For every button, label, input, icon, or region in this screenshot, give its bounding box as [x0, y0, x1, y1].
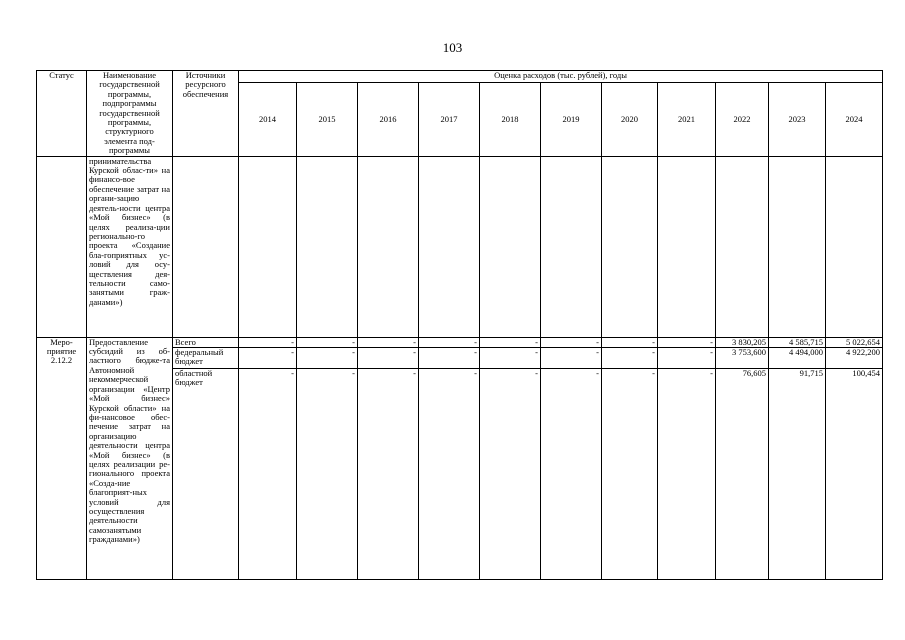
- empty-cell: [358, 156, 419, 337]
- empty-cell: [769, 156, 826, 337]
- header-estimate: Оценка расходов (тыс. рублей), годы: [239, 71, 883, 83]
- value-regional-2021: -: [658, 369, 716, 580]
- empty-cell: [716, 156, 769, 337]
- source-total: Всего: [173, 337, 239, 347]
- value-regional-2015: -: [297, 369, 358, 580]
- value-total-2020: -: [602, 337, 658, 347]
- value-federal-2023: 4 494,000: [769, 348, 826, 369]
- value-regional-2014: -: [239, 369, 297, 580]
- value-regional-2023: 91,715: [769, 369, 826, 580]
- empty-cell: [480, 156, 541, 337]
- continuation-status: [37, 156, 87, 337]
- header-year-2019: 2019: [541, 83, 602, 157]
- value-regional-2018: -: [480, 369, 541, 580]
- header-year-2022: 2022: [716, 83, 769, 157]
- value-regional-2022: 76,605: [716, 369, 769, 580]
- header-year-2016: 2016: [358, 83, 419, 157]
- source-regional: областной бюджет: [173, 369, 239, 580]
- header-year-2015: 2015: [297, 83, 358, 157]
- value-regional-2016: -: [358, 369, 419, 580]
- header-year-2014: 2014: [239, 83, 297, 157]
- row-total: [37, 337, 883, 347]
- value-federal-2021: -: [658, 348, 716, 369]
- value-federal-2014: -: [239, 348, 297, 369]
- empty-cell: [602, 156, 658, 337]
- value-regional-2017: -: [419, 369, 480, 580]
- header-year-2021: 2021: [658, 83, 716, 157]
- value-total-2021: -: [658, 337, 716, 347]
- value-total-2018: -: [480, 337, 541, 347]
- value-total-2023: 4 585,715: [769, 337, 826, 347]
- page-number: 103: [442, 40, 463, 55]
- value-federal-2022: 3 753,600: [716, 348, 769, 369]
- continuation-name: принимательства Курской облас-ти» на финансо-вое обеспечение затрат на органи-зацию деятель-ности центра «Мой бизнес» (в целях реализа-ции регионально-го проекта «Создание бла-гоприятных ус-ловий для осу-ществления дея-тельности само-занятыми граж-данами»): [87, 156, 173, 337]
- value-federal-2017: -: [419, 348, 480, 369]
- measure-name: Предоставление субсидий из об-ластного бюдже-та Автономной некоммерческой организации «Центр «Мой бизнес» Курской области» на фи-нансовое обес-печение затрат на организацию деятельности центра «Мой бизнес» (в целях реализации ре-гионального проекта «Созда-ние благоприят-ных условий для осуществления деятельности самозанятыми гражданами»): [87, 337, 173, 579]
- empty-cell: [239, 156, 297, 337]
- value-total-2016: -: [358, 337, 419, 347]
- header-name: Наименование государственной программы, подпрограммы государственной программы, структурного элемента под-программы: [87, 71, 173, 157]
- value-regional-2020: -: [602, 369, 658, 580]
- empty-cell: [658, 156, 716, 337]
- header-row: [37, 71, 883, 83]
- header-source: Источники ресурсного обеспечения: [173, 71, 239, 157]
- value-total-2022: 3 830,205: [716, 337, 769, 347]
- value-total-2024: 5 022,654: [826, 337, 883, 347]
- header-year-2024: 2024: [826, 83, 883, 157]
- value-total-2015: -: [297, 337, 358, 347]
- empty-cell: [541, 156, 602, 337]
- value-total-2017: -: [419, 337, 480, 347]
- empty-cell: [826, 156, 883, 337]
- value-federal-2016: -: [358, 348, 419, 369]
- value-regional-2024: 100,454: [826, 369, 883, 580]
- value-federal-2019: -: [541, 348, 602, 369]
- value-regional-2019: -: [541, 369, 602, 580]
- header-year-2023: 2023: [769, 83, 826, 157]
- header-status: Статус: [37, 71, 87, 157]
- continuation-row: [37, 156, 883, 337]
- source-federal: федеральный бюджет: [173, 348, 239, 369]
- value-federal-2024: 4 922,200: [826, 348, 883, 369]
- value-total-2014: -: [239, 337, 297, 347]
- measure-status: Меро-приятие 2.12.2: [37, 337, 87, 579]
- empty-cell: [419, 156, 480, 337]
- value-federal-2020: -: [602, 348, 658, 369]
- continuation-source: [173, 156, 239, 337]
- budget-table: [36, 70, 883, 580]
- value-total-2019: -: [541, 337, 602, 347]
- value-federal-2018: -: [480, 348, 541, 369]
- header-year-2020: 2020: [602, 83, 658, 157]
- header-year-2017: 2017: [419, 83, 480, 157]
- value-federal-2015: -: [297, 348, 358, 369]
- empty-cell: [297, 156, 358, 337]
- header-year-2018: 2018: [480, 83, 541, 157]
